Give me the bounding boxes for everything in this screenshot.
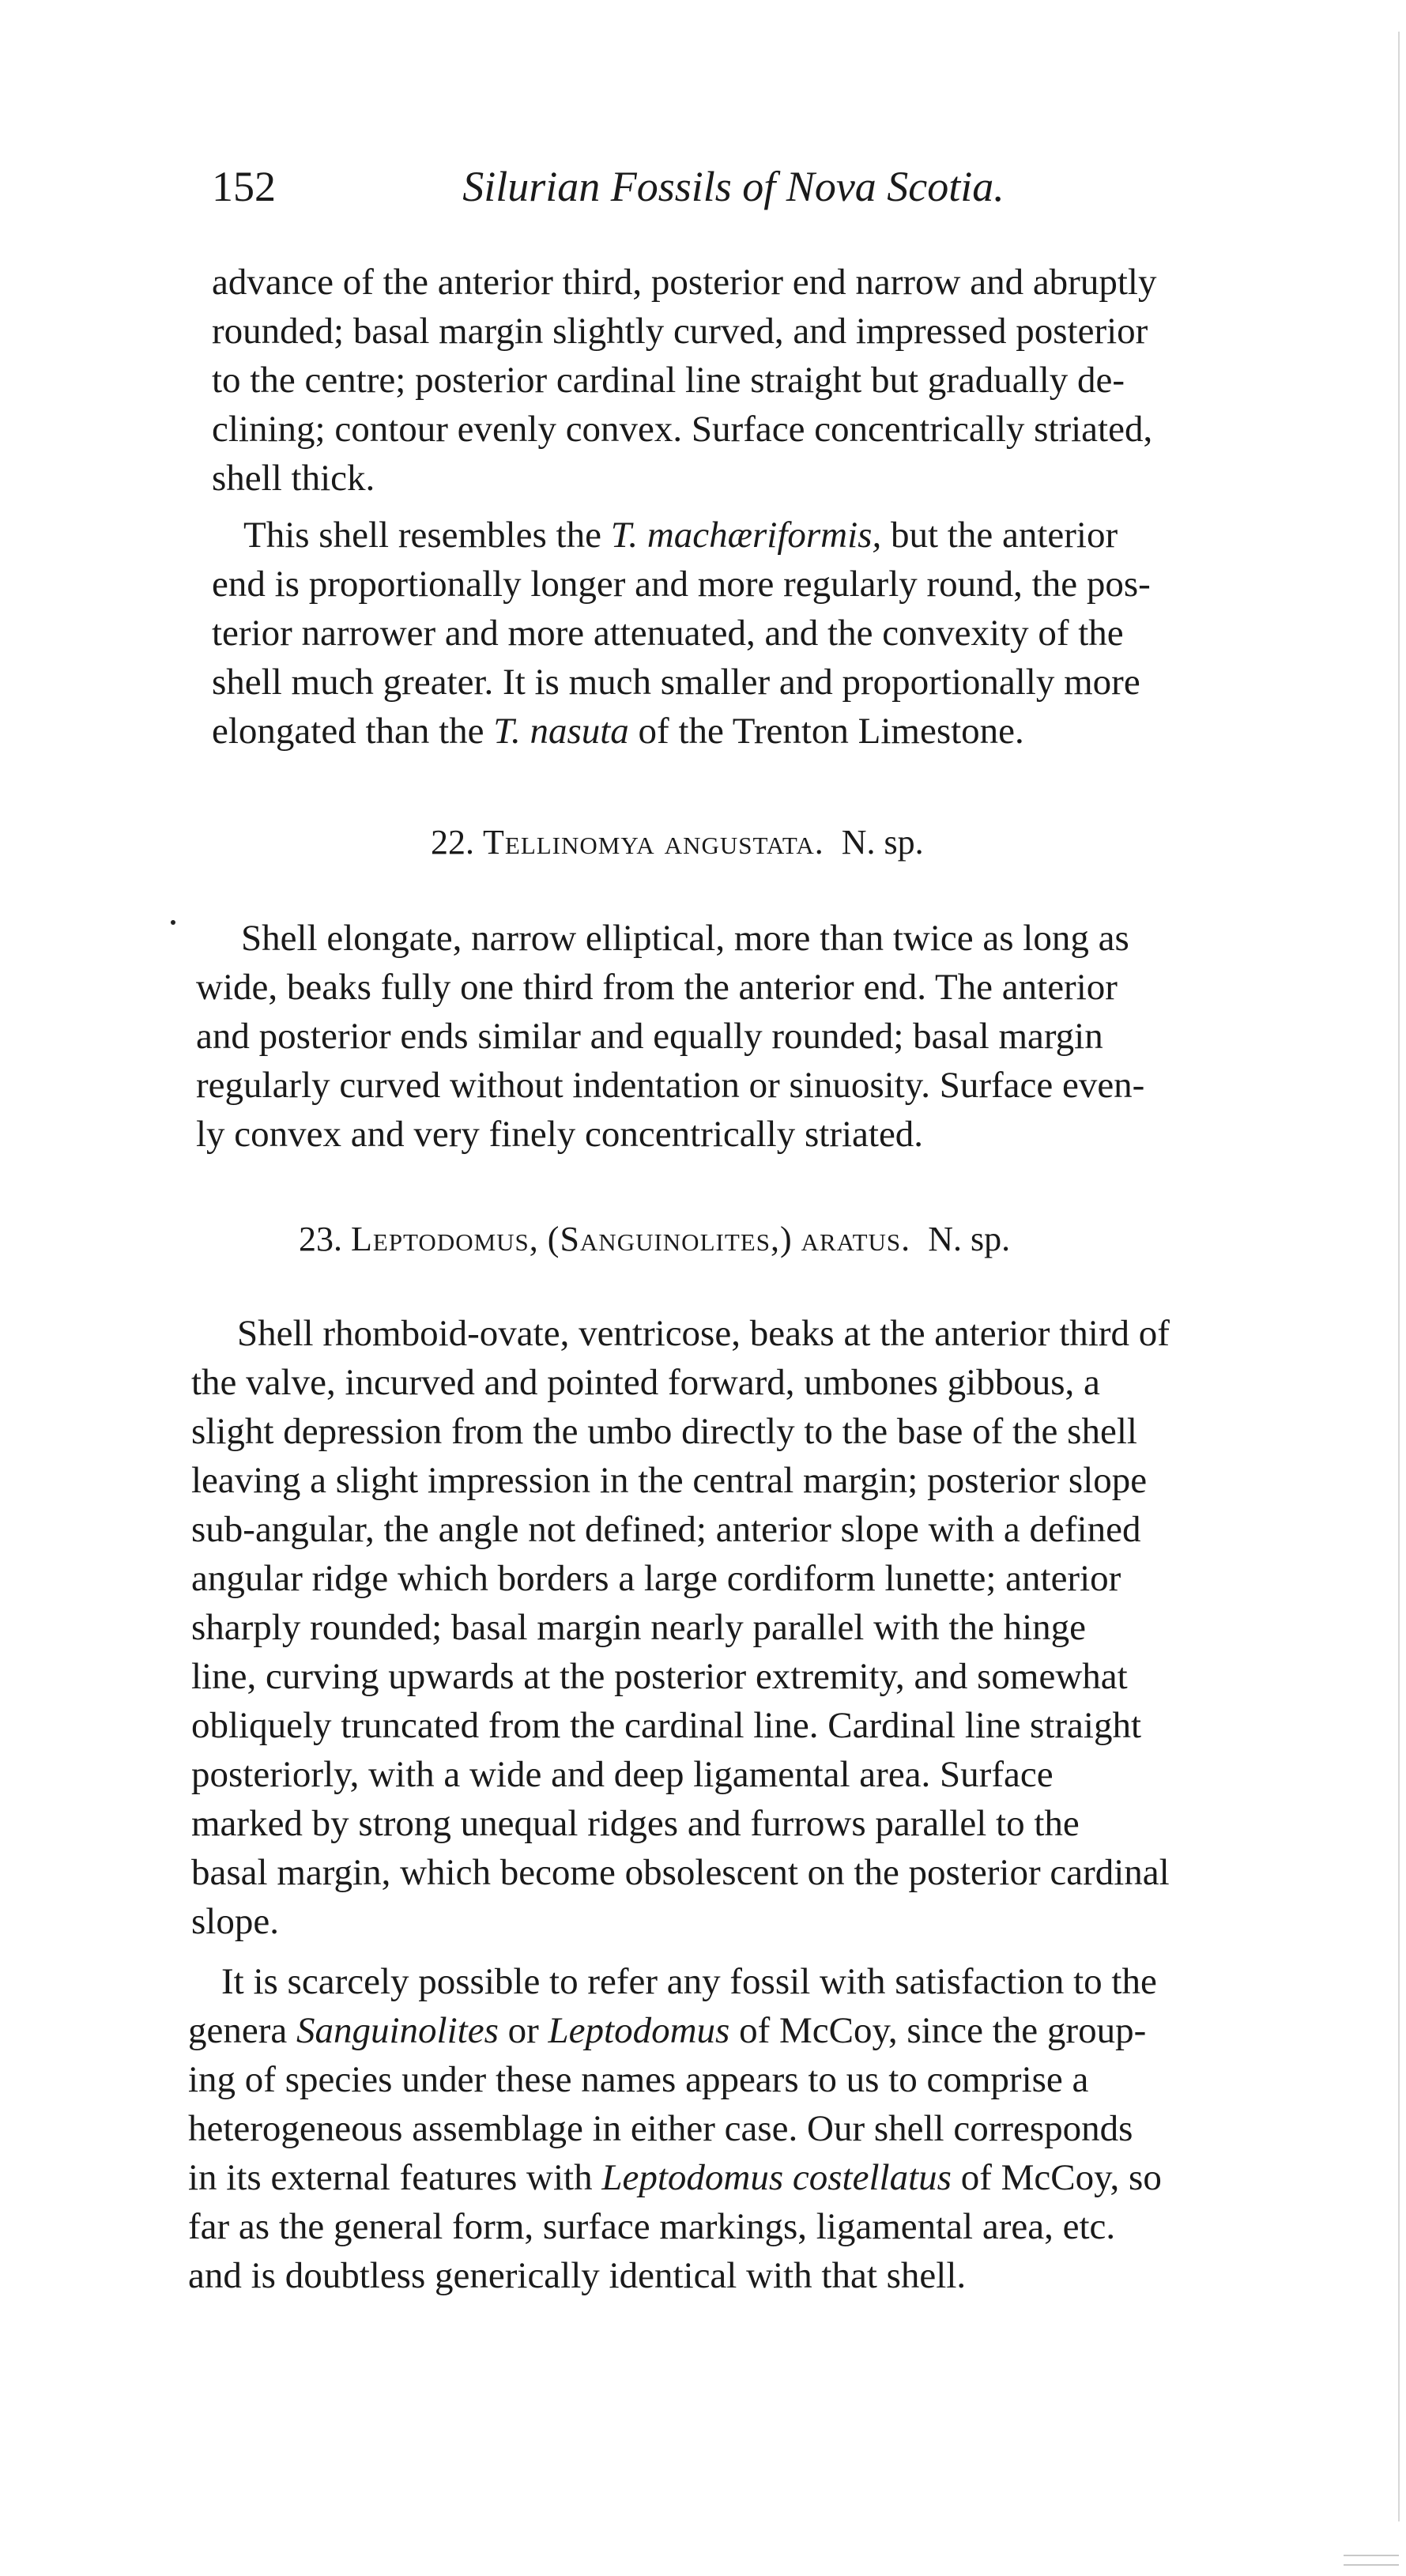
text-line: shell thick.	[212, 458, 375, 499]
text-line: regularly curved without indentation or sinuosity. Surface even-	[196, 1065, 1145, 1106]
text-line: sharply rounded; basal margin nearly parallel with the hinge	[191, 1607, 1087, 1648]
text-line: shell much greater. It is much smaller and proportionally more	[212, 662, 1140, 703]
genus-name: Leptodomus	[548, 2010, 730, 2051]
text-line: end is proportionally longer and more regularly round, the pos-	[212, 564, 1151, 605]
text-line: advance of the anterior third, posterior end narrow and abruptly	[212, 262, 1157, 303]
text-line: slope.	[191, 1901, 279, 1942]
text-line: It is scarcely possible to refer any fossil with satisfaction to the	[221, 1961, 1157, 2002]
text-line: Shell rhomboid-ovate, ventricose, beaks at the anterior third of	[237, 1313, 1170, 1354]
text-line: sub-angular, the angle not defined; anterior slope with a defined	[191, 1509, 1141, 1550]
text-line: obliquely truncated from the cardinal line. Cardinal line straight	[191, 1705, 1142, 1746]
text-line: genera Sanguinolites or Leptodomus of McCoy, since the group-	[188, 2010, 1147, 2051]
page-header	[212, 162, 1255, 225]
species-name: Leptodomus costellatus	[601, 2157, 952, 2198]
text-line: the valve, incurved and pointed forward, umbones gibbous, a	[191, 1362, 1100, 1403]
text-line: This shell resembles the T. machæriformis, but the anterior	[243, 515, 1118, 556]
print-speck	[171, 920, 175, 925]
species-name: T. machæriformis,	[610, 515, 882, 556]
section-heading-22: 22. Tellinomya angustata. N. sp.	[431, 823, 924, 862]
text-line: angular ridge which borders a large cordiform lunette; anterior	[191, 1558, 1121, 1599]
text-line: slight depression from the umbo directly to the base of the shell	[191, 1411, 1137, 1452]
text-line: far as the general form, surface markings, ligamental area, etc.	[188, 2206, 1116, 2247]
text-line: ing of species under these names appears to us to comprise a	[188, 2059, 1089, 2100]
page-edge-mark	[1344, 2564, 1399, 2566]
text-line: Shell elongate, narrow elliptical, more than twice as long as	[241, 918, 1129, 959]
text-line: line, curving upwards at the posterior extremity, and somewhat	[191, 1656, 1128, 1697]
text-line: ly convex and very finely concentrically striated.	[196, 1114, 924, 1155]
text-line: elongated than the T. nasuta of the Trenton Limestone.	[212, 711, 1024, 752]
text-line: posteriorly, with a wide and deep ligamental area. Surface	[191, 1754, 1054, 1795]
page-edge-mark	[1344, 2555, 1399, 2556]
text-line: and is doubtless generically identical with that shell.	[188, 2255, 967, 2296]
text-line: and posterior ends similar and equally rounded; basal margin	[196, 1016, 1103, 1057]
page-number: 152	[212, 163, 276, 210]
text-line: leaving a slight impression in the central margin; posterior slope	[191, 1460, 1148, 1501]
text-line: to the centre; posterior cardinal line straight but gradually de-	[212, 360, 1125, 401]
text-line: rounded; basal margin slightly curved, and impressed posterior	[212, 311, 1148, 352]
species-name: T. nasuta	[493, 711, 629, 752]
text-line: clining; contour evenly convex. Surface concentrically striated,	[212, 409, 1153, 450]
section-heading-23: 23. Leptodomus, (Sanguinolites,) aratus. N. sp.	[299, 1220, 1011, 1258]
text-line: basal margin, which become obsolescent on the posterior cardinal	[191, 1852, 1170, 1893]
page-edge-rule	[1398, 32, 1400, 2521]
text-line: wide, beaks fully one third from the anterior end. The anterior	[196, 967, 1118, 1008]
running-title: Silurian Fossils of Nova Scotia.	[462, 163, 1005, 210]
text-line: terior narrower and more attenuated, and the convexity of the	[212, 613, 1124, 654]
genus-name: Sanguinolites	[296, 2010, 499, 2051]
text-line: heterogeneous assemblage in either case. Our shell corresponds	[188, 2108, 1133, 2149]
text-line: marked by strong unequal ridges and furrows parallel to the	[191, 1803, 1080, 1844]
text-line: in its external features with Leptodomus costellatus of McCoy, so	[188, 2157, 1162, 2198]
